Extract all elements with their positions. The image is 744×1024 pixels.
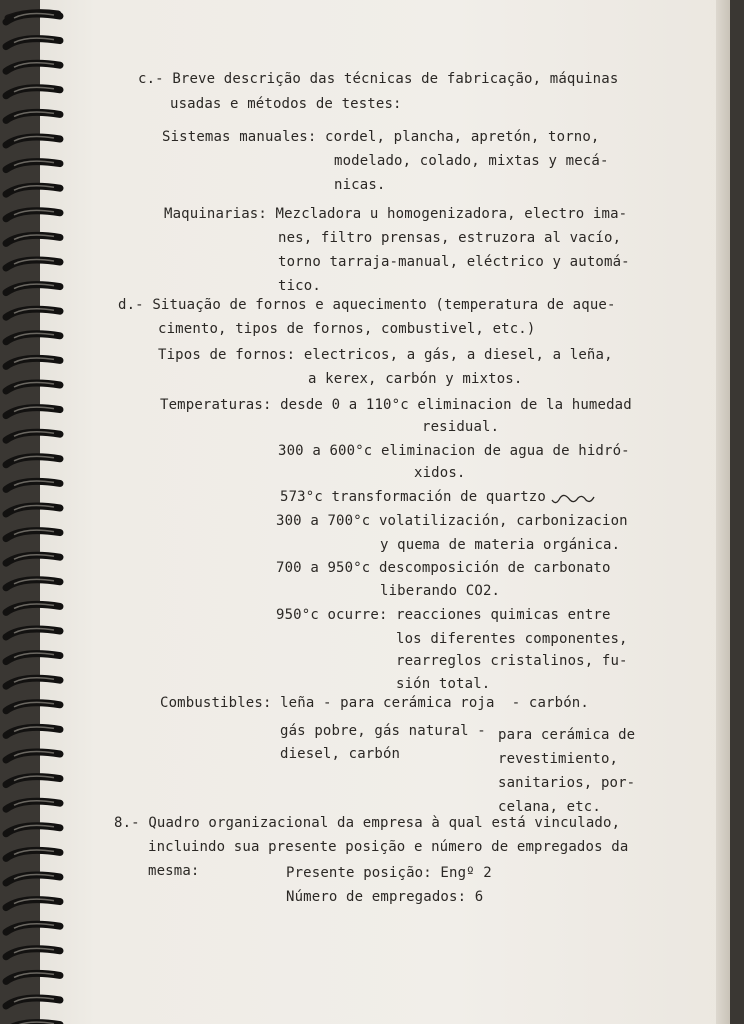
section-d-line-7: 300 a 600°c eliminacion de agua de hidró- [278,443,630,459]
section-c-line-9: tico. [278,278,321,294]
section-d-line-4: a kerex, carbón y mixtos. [308,371,523,387]
section-c-line-2: usadas e métodos de testes: [170,96,402,112]
section-d-line-19: gás pobre, gás natural - [280,723,486,739]
section-c-line-8: torno tarraja-manual, eléctrico y automá- [278,254,630,270]
section-c-line-4: modelado, colado, mixtas y mecá- [334,153,609,169]
section-d-line-21: para cerámica de [498,727,636,743]
section-d-line-23: sanitarios, por- [498,775,636,791]
section-d-line-16: rearreglos cristalinos, fu- [396,653,628,669]
section-d-line-3: Tipos de fornos: electricos, a gás, a diesel, a leña, [158,347,613,363]
section-c-line-3: Sistemas manuales: cordel, plancha, apretón, torno, [162,129,600,145]
section-d-line-12: 700 a 950°c descomposición de carbonato [276,560,611,576]
section-d-line-24: celana, etc. [498,799,601,815]
section-d-line-14: 950°c ocurre: reacciones quimicas entre [276,607,611,623]
section-d-line-1: d.- Situação de fornos e aquecimento (temperatura de aque- [118,297,616,313]
section-c-line-6: Maquinarias: Mezcladora u homogenizadora, electro ima- [164,206,628,222]
section-d-line-20: diesel, carbón [280,746,401,762]
section-d-line-22: revestimiento, [498,751,619,767]
section-d-line-9: 573°c transformación de quartzo [280,489,546,505]
section-d-line-18: Combustibles: leña - para cerámica roja - carbón. [160,695,589,711]
section-8-line-4: Presente posição: Engº 2 [286,865,492,881]
section-d-line-17: sión total. [396,676,491,692]
section-d-line-11: y quema de materia orgánica. [380,537,621,553]
section-8-line-3: mesma: [148,863,200,879]
section-d-line-15: los diferentes componentes, [396,631,628,647]
section-d-line-10: 300 a 700°c volatilización, carbonizacion [276,513,628,529]
section-8-line-1: 8.- Quadro organizacional da empresa à qual está vinculado, [114,815,621,831]
page-edge [716,0,730,1024]
section-d-line-8: xidos. [414,465,466,481]
section-c-line-1: c.- Breve descrição das técnicas de fabricação, máquinas [138,71,619,87]
section-c-line-7: nes, filtro prensas, estruzora al vacío, [278,230,622,246]
section-d-line-5: Temperaturas: desde 0 a 110°c eliminacion de la humedad [160,397,632,413]
section-8-line-2: incluindo sua presente posição e número de empregados da [148,839,629,855]
section-d-line-6: residual. [422,419,500,435]
document-page [40,0,730,1024]
handwritten-annotation [550,488,600,508]
section-8-line-5: Número de empregados: 6 [286,889,484,905]
section-d-line-2: cimento, tipos de fornos, combustivel, etc.) [158,321,536,337]
section-d-line-13: liberando CO2. [380,583,501,599]
spiral-binding [0,0,70,1024]
section-c-line-5: nicas. [334,177,386,193]
